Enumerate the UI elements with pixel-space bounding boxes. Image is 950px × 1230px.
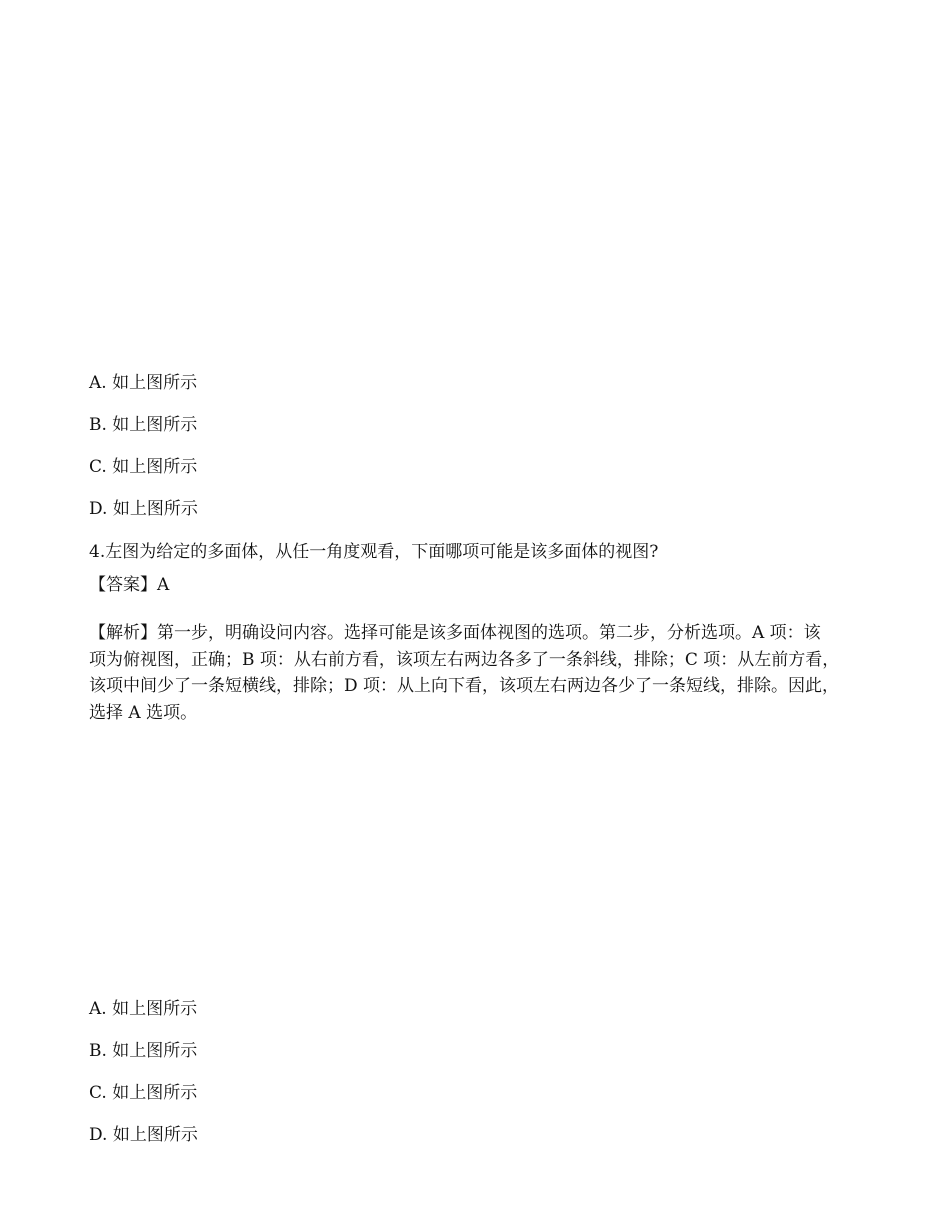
figure-area-question-4 xyxy=(88,735,898,990)
option-d: D. 如上图所示 xyxy=(89,499,198,519)
answer-text: 【答案】A xyxy=(89,575,170,595)
analysis-line: 该项中间少了一条短横线，排除；D 项：从上向下看，该项左右两边各少了一条短线，排除。因此， xyxy=(89,676,840,696)
option-b: B. 如上图所示 xyxy=(89,415,198,435)
option-d: D. 如上图所示 xyxy=(89,1125,198,1145)
question-text: 4.左图为给定的多面体，从任一角度观看，下面哪项可能是该多面体的视图? xyxy=(89,542,659,562)
figure-area-previous-question xyxy=(88,0,898,360)
analysis-line: 【解析】第一步，明确设问内容。选择可能是该多面体视图的选项。第二步，分析选项。A 项：该 xyxy=(89,623,821,643)
option-c: C. 如上图所示 xyxy=(89,1083,198,1103)
option-a: A. 如上图所示 xyxy=(89,999,198,1019)
option-c: C. 如上图所示 xyxy=(89,457,198,477)
analysis-line: 选择 A 选项。 xyxy=(89,702,198,723)
analysis-paragraph xyxy=(89,620,899,726)
option-a: A. 如上图所示 xyxy=(89,373,198,393)
option-b: B. 如上图所示 xyxy=(89,1041,198,1061)
analysis-line: 项为俯视图，正确；B 项：从右前方看，该项左右两边各多了一条斜线，排除；C 项：从左前方看， xyxy=(89,649,840,670)
